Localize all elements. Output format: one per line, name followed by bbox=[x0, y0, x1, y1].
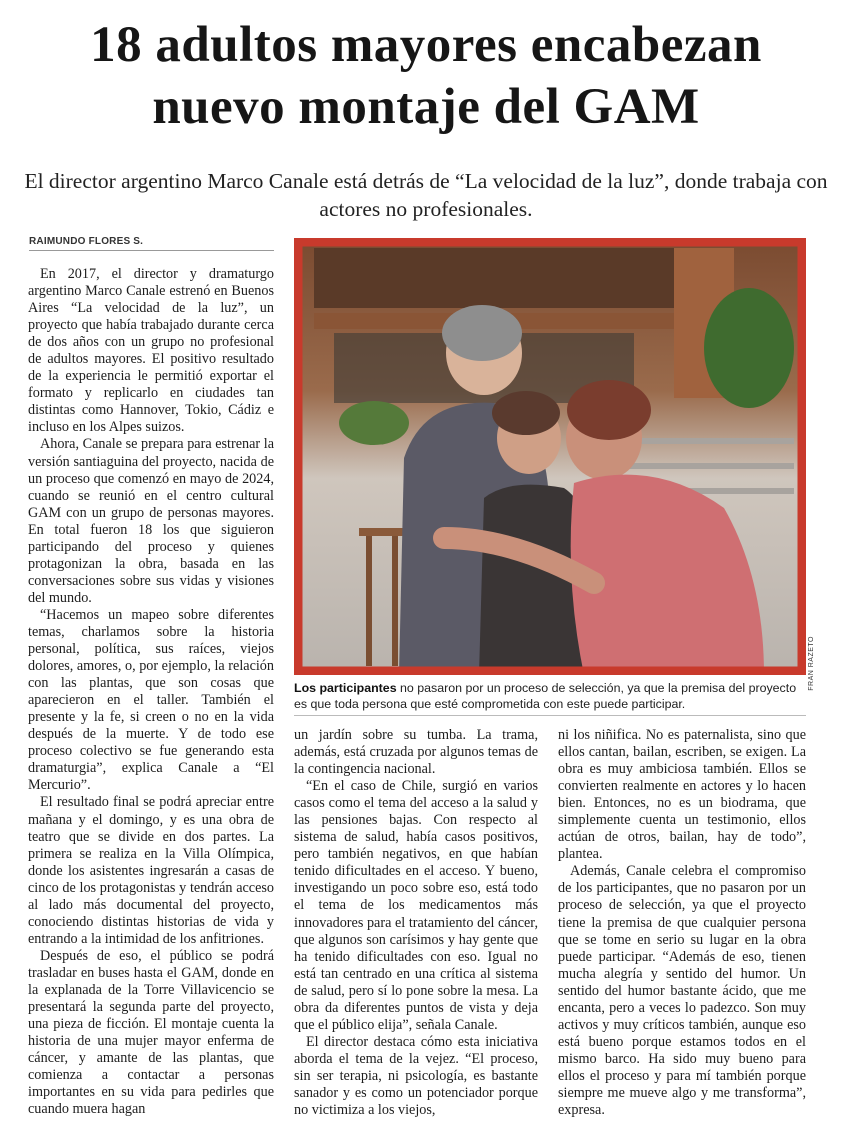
article-column-2 bbox=[294, 727, 538, 1137]
headline: 18 adultos mayores encabezan nuevo montaje del GAM bbox=[90, 17, 762, 135]
paragraph: Después de eso, el público se podrá trasladar en buses hasta el GAM, donde en la explanada de la Torre Villavicencio se presentará la segunda parte del proyecto, una pieza de ficción. El montaje cuenta la historia de una mujer mayor enferma de cáncer, y amante de las plantas, que comienza a contactar a personas importantes en su vida para pedirles que cuando muera hagan bbox=[28, 947, 274, 1118]
paragraph: “Hacemos un mapeo sobre diferentes temas, charlamos sobre la historia personal, política, sus raíces, viejos dolores, amores, o, por ejemplo, la relación con las plantas, que son cosas que aparecieron en el taller. También el presente y la fe, si creen o no en la vida después de la muerte. Y de todo ese proceso colectivo se fue generando esta dramaturgia”, explica Canale a “El Mercurio”. bbox=[28, 606, 274, 794]
paragraph: El resultado final se podrá apreciar entre mañana y el domingo, y es una obra de teatro que se divide en dos partes. La primera se realiza en la Villa Olímpica, donde los asistentes ingresarán a casas de cinco de los protagonistas y tendrán acceso al lado más documental del proyecto, conociendo distintas historias de vida y entrando a la intimidad de los anfitriones. bbox=[28, 794, 274, 947]
paragraph: Además, Canale celebra el compromiso de los participantes, que no pasaron por un proceso de selección, ya que el proyecto tiene la premisa de que cualquier persona que se tome en serio su lugar en la obra puede participar. “Además de eso, tienen mucha alegría y sentido del humor. Un sentido del humor bastante ácido, que me encanta, pero a veces lo padezco. Son muy activos y muy críticos también, aunque eso está bueno porque estamos todos en el mismo barco. Ha sido muy bueno para ellos el proceso y para mí también porque siempre me mueve algo y me transforma”, expresa. bbox=[558, 863, 806, 1119]
photo-caption bbox=[294, 680, 806, 716]
photo-illustration bbox=[294, 238, 806, 675]
paragraph: “En el caso de Chile, surgió en varios casos como el tema del acceso a la salud y las pensiones bajas. Con respecto al sistema de salud, había casos positivos, pero también negativos, en que habían tenido dificultades en el acceso. Y bueno, investigando un poco sobre eso, está todo el tema de los medicamentos más innovadores para el tratamiento del cáncer, que algunos son carísimos y hay gente que ha tenido dificultades con eso. Igual no está tan centrado en una crítica al sistema de salud, pero sí lo pone sobre la mesa. La obra da diferentes puntos de vista y deja que el público elija”, señala Canale. bbox=[294, 778, 538, 1033]
paragraph: El director destaca cómo esta iniciativa aborda el tema de la vejez. “El proceso, sin ser terapia, ni psicología, es bastante sanador y es como un potenciador porque no victimiza a los viejos, bbox=[294, 1033, 538, 1119]
article-column-3 bbox=[558, 727, 806, 1137]
article-column-1 bbox=[28, 266, 274, 1136]
paragraph: un jardín sobre su tumba. La trama, además, está cruzada por algunos temas de la contingencia nacional. bbox=[294, 727, 538, 778]
paragraph: ni los niñifica. No es paternalista, sino que ellos cantan, bailan, escriben, se exigen. La obra es muy ambiciosa también. Ellos se convierten realmente en actores y lo hacen bien. Entonces, no es un biodrama, que simplemente cuenta un testimonio, ellos actúan de otros, bailan, hay de todo”, plantea. bbox=[558, 727, 806, 863]
paragraph: Ahora, Canale se prepara para estrenar la versión santiaguina del proyecto, nacida de un proceso que comenzó en mayo de 2024, cuando se reunió en el centro cultural GAM con un grupo de personas mayores. En total fueron 18 los que siguieron participando del proceso y quienes protagonizan la obra, basada en las conversaciones sobre sus vidas y visiones del mundo. bbox=[28, 436, 274, 606]
caption-lead: Los participantes bbox=[294, 681, 397, 695]
photo-credit: FRAN RAZETO bbox=[808, 636, 815, 691]
byline: RAIMUNDO FLORES S. bbox=[29, 236, 274, 251]
paragraph: En 2017, el director y dramaturgo argentino Marco Canale estrenó en Buenos Aires “La velocidad de la luz”, un proyecto que había trabajado durante cerca de dos años con un grupo no profesional de adultos mayores. El positivo resultado de la experiencia le permitió exportar el formato y replicarlo en ciudades tan distintas como Hannover, Tokio, Cádiz e incluso en los Alpes suizos. bbox=[28, 266, 274, 436]
caption-text: no pasaron por un proceso de selección, ya que la premisa del proyecto es que toda persona que esté comprometida con este puede participar. bbox=[294, 681, 797, 711]
subheadline: El director argentino Marco Canale está detrás de “La velocidad de la luz”, donde trabaja con actores no profesionales. bbox=[24, 169, 828, 221]
photo-embracing-participants bbox=[294, 238, 806, 675]
